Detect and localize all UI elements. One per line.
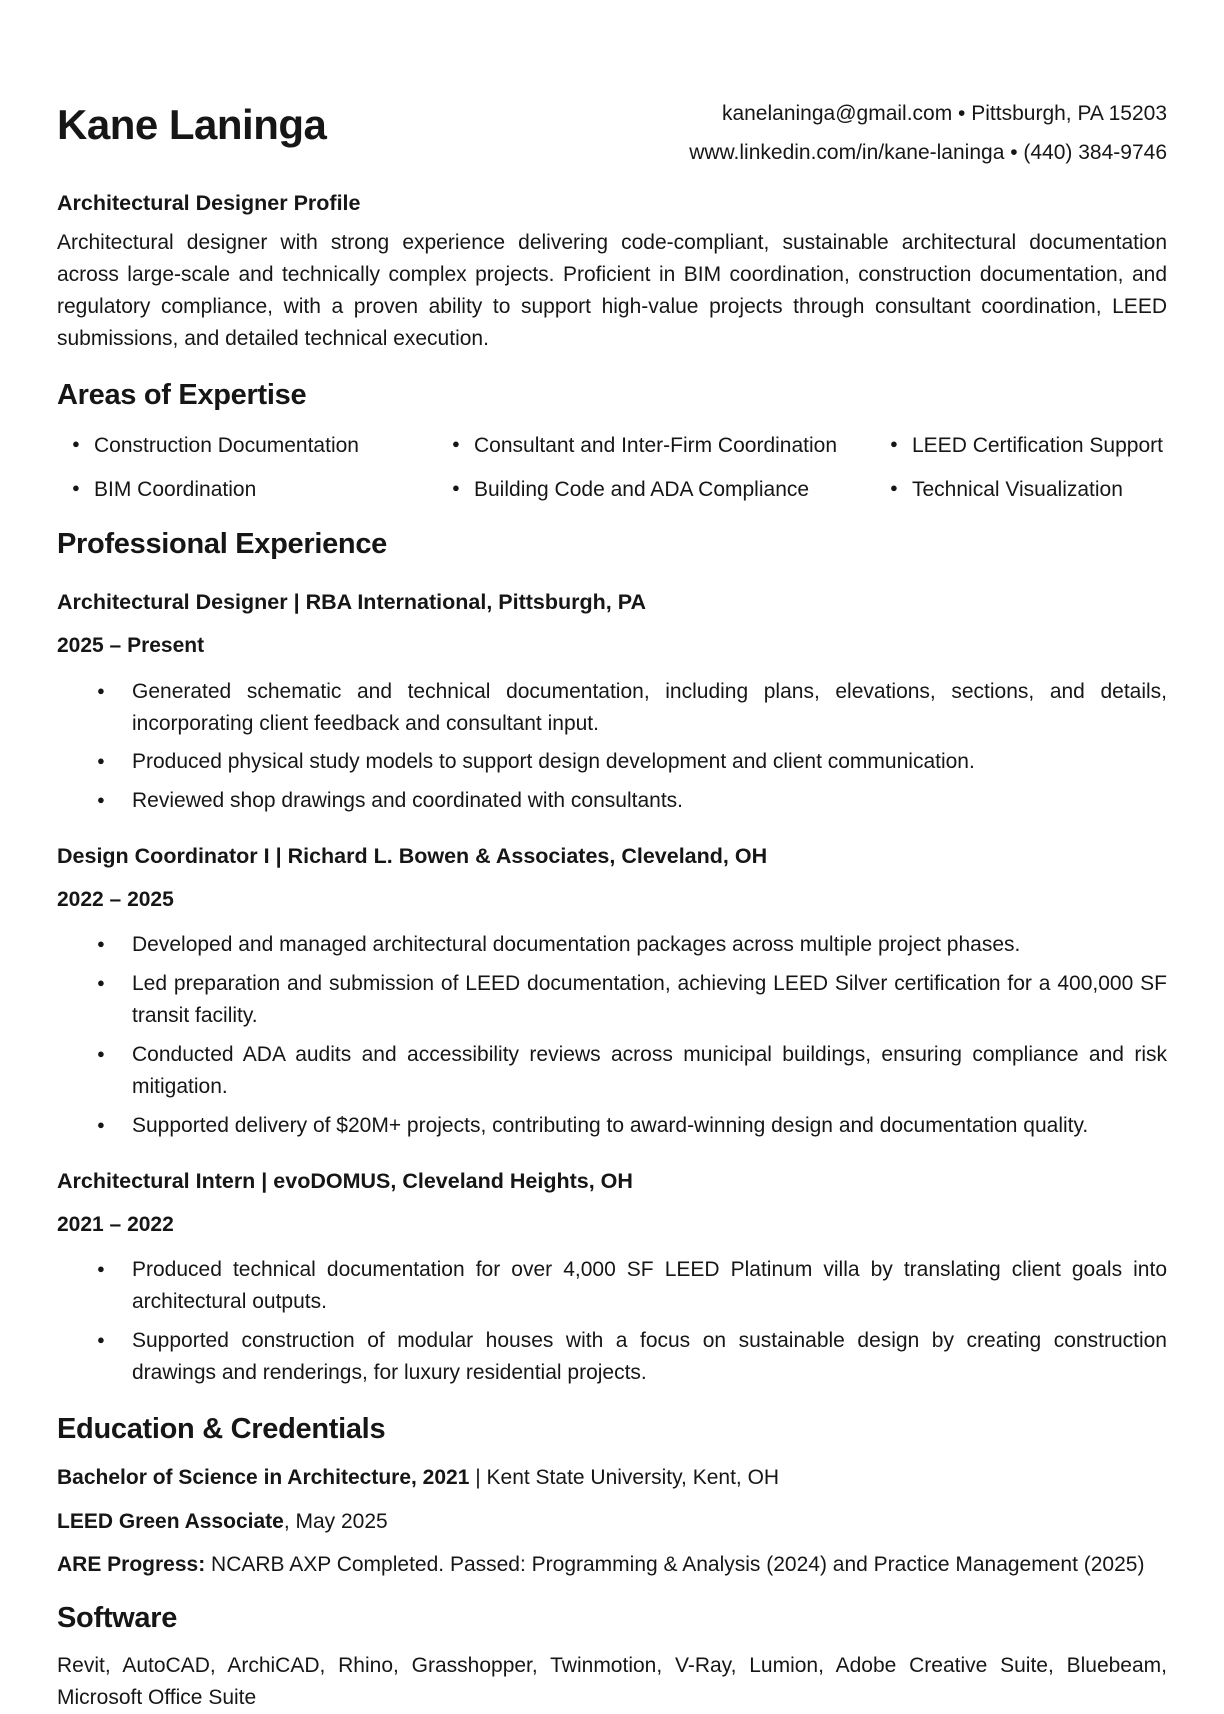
are-progress-line	[57, 1551, 1167, 1578]
degree-line	[57, 1464, 1167, 1491]
expertise-item: ● BIM Coordination	[57, 476, 437, 503]
certification-date: , May 2025	[283, 1509, 388, 1533]
contact-email-location: kanelaninga@gmail.com • Pittsburgh, PA 15203	[721, 102, 1167, 125]
expertise-column-1	[57, 432, 437, 504]
job-entry	[57, 1168, 1167, 1389]
job-role: Design Coordinator I	[57, 844, 270, 869]
expertise-grid	[57, 432, 1167, 504]
degree-name: Bachelor of Science in Architecture, 2021	[57, 1466, 470, 1490]
certification-line	[57, 1508, 1167, 1535]
job-company: evoDOMUS, Cleveland Heights, OH	[273, 1168, 633, 1193]
job-title-separator: |	[269, 844, 288, 869]
job-bullet: ● Developed and managed architectural documentation packages across multiple project phases.	[132, 929, 1167, 961]
job-company: Richard L. Bowen & Associates, Cleveland, OH	[287, 844, 768, 869]
job-entry	[57, 589, 1167, 817]
expertise-item: ● Consultant and Inter-Firm Coordination	[437, 432, 875, 459]
job-bullet-list	[57, 1254, 1167, 1389]
job-title-separator: |	[255, 1168, 274, 1193]
job-title	[57, 1168, 1167, 1195]
software-list: Revit, AutoCAD, ArchiCAD, Rhino, Grasshopper, Twinmotion, V-Ray, Lumion, Adobe Creative Suite, Bluebeam, Microsoft Office Suite	[57, 1653, 1167, 1709]
job-title	[57, 589, 1167, 616]
expertise-item: ● Building Code and ADA Compliance	[437, 476, 875, 503]
job-bullet: ● Conducted ADA audits and accessibility reviews across municipal buildings, ensuring compliance and risk mitigation.	[132, 1039, 1167, 1103]
job-company: RBA International, Pittsburgh, PA	[305, 590, 646, 615]
job-dates: 2021 – 2022	[57, 1212, 174, 1236]
job-title	[57, 843, 1167, 870]
job-bullet-list	[57, 929, 1167, 1141]
header	[57, 94, 1167, 172]
expertise-column-2	[437, 432, 875, 504]
job-bullet: ● Generated schematic and technical documentation, including plans, elevations, sections, and details, incorporating client feedback and consultant input.	[132, 676, 1167, 740]
are-progress-detail: NCARB AXP Completed. Passed: Programming & Analysis (2024) and Practice Management (2025)	[205, 1552, 1145, 1576]
job-bullet: ● Led preparation and submission of LEED documentation, achieving LEED Silver certification for a 400,000 SF transit facility.	[132, 968, 1167, 1032]
contact-block	[689, 94, 1167, 172]
person-name: Kane Laninga	[57, 101, 327, 148]
job-role: Architectural Intern	[57, 1168, 256, 1193]
job-dates: 2025 – Present	[57, 634, 205, 658]
job-title-separator: |	[287, 590, 306, 615]
job-bullet-list	[57, 676, 1167, 818]
expertise-item: ● Technical Visualization	[875, 476, 1167, 503]
degree-separator: |	[469, 1466, 487, 1490]
expertise-item: ● LEED Certification Support	[875, 432, 1167, 459]
job-dates: 2022 – 2025	[57, 888, 174, 912]
certification-name: LEED Green Associate	[57, 1509, 284, 1533]
profile-summary: Architectural designer with strong experience delivering code-compliant, sustainable architectural documentation across large-scale and technically complex projects. Proficient in BIM coordination, construction documentation, and regulatory compliance, with a proven ability to support high-value projects through consultant coordination, LEED submissions, and detailed technical execution.	[57, 230, 1167, 350]
job-bullet: ● Reviewed shop drawings and coordinated with consultants.	[132, 785, 1167, 817]
job-bullet: ● Produced physical study models to support design development and client communication.	[132, 746, 1167, 778]
contact-linkedin-phone: www.linkedin.com/in/kane-laninga • (440) 384-9746	[689, 141, 1167, 164]
job-bullet: ● Supported construction of modular houses with a focus on sustainable design by creating construction drawings and renderings, for luxury residential projects.	[132, 1325, 1167, 1389]
job-entry	[57, 843, 1167, 1142]
expertise-item: ● Construction Documentation	[57, 432, 437, 459]
education-heading: Education & Credentials	[57, 1412, 386, 1445]
software-heading: Software	[57, 1602, 178, 1635]
degree-school: Kent State University, Kent, OH	[486, 1466, 780, 1490]
profile-heading: Architectural Designer Profile	[57, 191, 361, 215]
expertise-column-3	[875, 432, 1167, 504]
experience-heading: Professional Experience	[57, 527, 387, 560]
job-role: Architectural Designer	[57, 590, 288, 615]
job-bullet: ● Produced technical documentation for over 4,000 SF LEED Platinum villa by translating client goals into architectural outputs.	[132, 1254, 1167, 1318]
expertise-heading: Areas of Expertise	[57, 378, 307, 411]
are-progress-label: ARE Progress:	[57, 1552, 206, 1576]
job-bullet: ● Supported delivery of $20M+ projects, contributing to award-winning design and documentation quality.	[132, 1110, 1167, 1142]
